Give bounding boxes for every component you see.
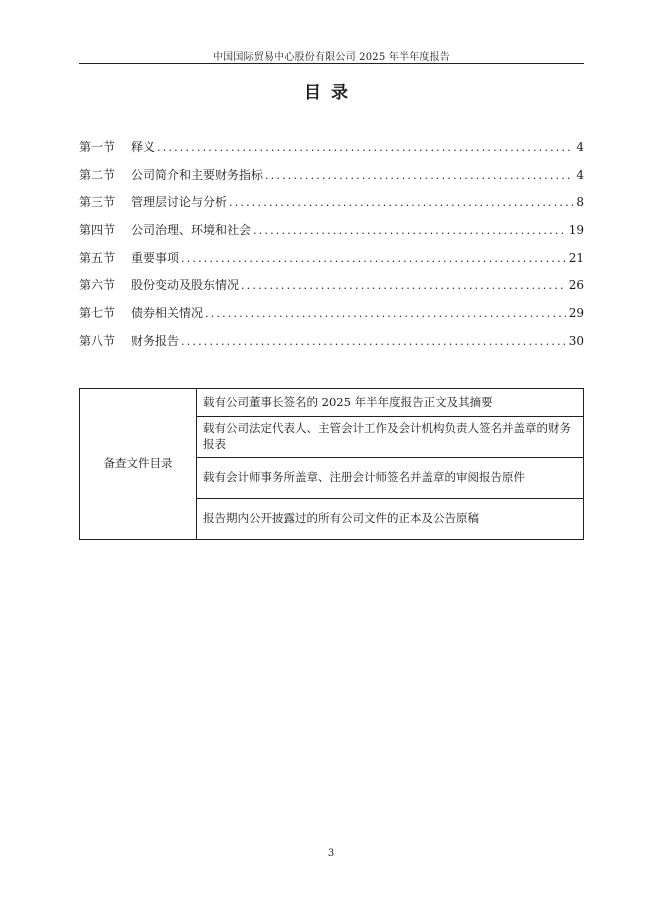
toc-section-title: 股份变动及股东情况 [131,278,240,293]
toc-leader [203,307,566,320]
toc-leader [155,141,573,154]
toc-page-number: 30 [568,333,584,348]
toc-section-number: 第一节 [79,140,116,154]
toc-leader [239,279,566,292]
toc-page-number: 26 [568,278,584,293]
reference-document-item: 报告期内公开披露过的所有公司文件的正本及公告原稿 [197,499,584,540]
toc-section-number: 第四节 [79,223,116,238]
reference-document-item: 载有会计师事务所盖章、注册会计师签名并盖章的审阅报告原件 [197,458,584,499]
table-row [80,389,584,417]
reference-documents-table [79,388,584,540]
toc-section-number: 第二节 [79,167,116,182]
page-number: 3 [327,848,335,859]
toc-section-title: 释义 [131,140,156,154]
toc-page-number: 8 [576,195,584,210]
toc-section-title: 债券相关情况 [131,306,204,321]
toc-entry[interactable] [79,193,584,221]
toc-entry[interactable] [79,138,584,166]
toc-section-number: 第六节 [79,278,116,293]
toc-leader [251,224,566,237]
header-rule [79,63,584,64]
toc-section-title: 公司治理、环境和社会 [131,223,252,238]
toc-section-number: 第三节 [79,195,116,210]
toc-leader [179,335,566,348]
toc-section-number: 第八节 [79,333,116,348]
running-header: 中国国际贸易中心股份有限公司 2025 年半年度报告 [212,52,450,63]
toc-section-number: 第七节 [79,306,116,321]
toc-section-title: 财务报告 [131,333,180,348]
table-of-contents [79,138,584,360]
toc-leader [263,169,573,182]
toc-title: 目录 [304,83,358,103]
toc-entry[interactable] [79,332,584,360]
toc-entry[interactable] [79,166,584,194]
toc-section-number: 第五节 [79,250,116,265]
toc-entry[interactable] [79,221,584,249]
toc-page-number: 4 [576,167,584,182]
toc-page-number: 4 [576,140,584,154]
toc-page-number: 19 [568,223,584,238]
toc-entry[interactable] [79,304,584,332]
toc-section-title: 管理层讨论与分析 [131,195,228,210]
toc-page-number: 21 [568,250,584,265]
toc-page-number: 29 [568,306,584,321]
toc-leader [227,196,573,209]
reference-documents-label: 备查文件目录 [80,389,197,540]
toc-entry[interactable] [79,249,584,277]
toc-entry[interactable] [79,276,584,304]
reference-document-item: 载有公司法定代表人、主管会计工作及会计机构负责人签名并盖章的财务报表 [197,417,584,458]
toc-section-title: 公司简介和主要财务指标 [131,167,264,182]
reference-document-item: 载有公司董事长签名的 2025 年半年度报告正文及其摘要 [197,389,584,417]
toc-leader [179,252,566,265]
toc-section-title: 重要事项 [131,250,180,265]
